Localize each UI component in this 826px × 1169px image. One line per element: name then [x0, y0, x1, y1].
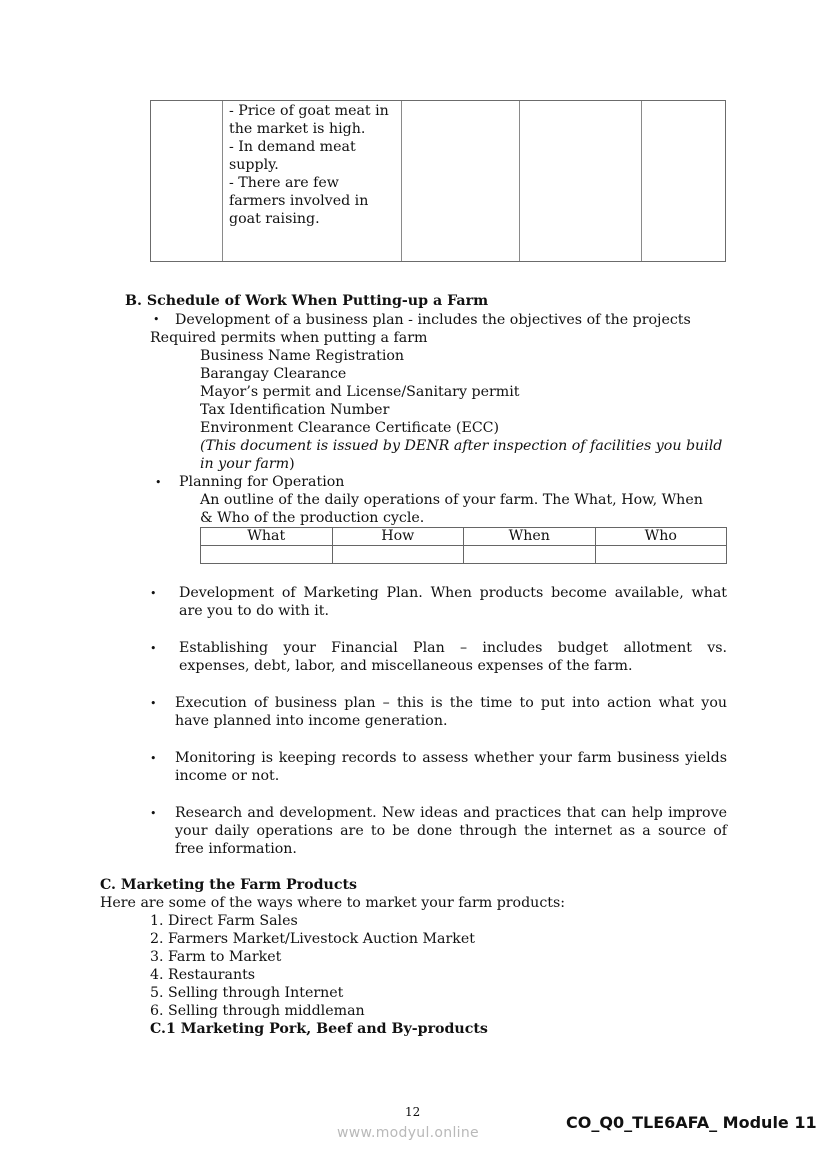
header-when: When — [464, 528, 596, 546]
bullet-line: Establishing your Financial Plan – includes budget allotment vs. — [179, 640, 727, 656]
section-c-heading: C. Marketing the Farm Products — [100, 877, 358, 893]
business-plan-bullet: Development of a business plan - includes the objectives of the projects — [175, 312, 691, 328]
monitoring-bullet — [175, 749, 727, 785]
table-header-row — [201, 528, 727, 546]
planning-desc: An outline of the daily operations of your farm. The What, How, When — [200, 492, 703, 508]
bullet-line: Research and development. New ideas and practices that can help improve — [175, 805, 727, 821]
ecc-note: (This document is issued by DENR after inspection of facilities you build — [200, 438, 723, 454]
table-cell-reasons — [223, 101, 402, 261]
execution-bullet — [175, 694, 727, 730]
bullet-icon: • — [150, 697, 157, 710]
cell-line: supply. — [229, 157, 279, 173]
permit-item: Barangay Clearance — [200, 366, 347, 382]
bullet-line: your daily operations are to be done through the internet as a source of — [175, 823, 727, 839]
market-list-item: 5. Selling through Internet — [150, 985, 344, 1001]
bullet-line: are you to do with it. — [179, 603, 330, 619]
cell-line: goat raising. — [229, 211, 320, 227]
bullet-line: have planned into income generation. — [175, 713, 448, 729]
table-cell-empty — [520, 101, 642, 261]
cell-line: the market is high. — [229, 121, 366, 137]
market-list-item: 2. Farmers Market/Livestock Auction Market — [150, 931, 475, 947]
table-cell — [332, 546, 464, 564]
table-cell-empty — [642, 101, 725, 261]
permit-item: Mayor’s permit and License/Sanitary permit — [200, 384, 520, 400]
ecc-note-text: in your farm — [200, 456, 290, 472]
ecc-note-end — [200, 455, 295, 473]
bullet-line: free information. — [175, 841, 297, 857]
planning-title: Planning for Operation — [179, 474, 345, 490]
table-cell — [595, 546, 727, 564]
table-row — [201, 546, 727, 564]
header-what: What — [201, 528, 333, 546]
cell-line: - There are few — [229, 175, 339, 191]
table-cell-empty — [151, 101, 223, 261]
bullet-icon: • — [150, 807, 157, 820]
permit-item: Tax Identification Number — [200, 402, 390, 418]
permits-intro: Required permits when putting a farm — [150, 330, 428, 346]
table-cell — [201, 546, 333, 564]
bullet-line: expenses, debt, labor, and miscellaneous expenses of the farm. — [179, 658, 633, 674]
market-list-item: 4. Restaurants — [150, 967, 256, 983]
header-how: How — [332, 528, 464, 546]
permit-item: Business Name Registration — [200, 348, 405, 364]
cell-line: - Price of goat meat in — [229, 103, 389, 119]
research-bullet — [175, 804, 727, 858]
table-cell — [464, 546, 596, 564]
financial-plan-bullet — [179, 639, 727, 675]
section-c-intro: Here are some of the ways where to market your farm products: — [100, 895, 566, 911]
permit-item: Environment Clearance Certificate (ECC) — [200, 420, 500, 436]
bullet-icon: • — [155, 476, 162, 489]
module-code: CO_Q0_TLE6AFA_ Module 11 — [566, 1113, 817, 1132]
market-list-item: 6. Selling through middleman — [150, 1003, 365, 1019]
section-c1-subheading: C.1 Marketing Pork, Beef and By-products — [150, 1021, 488, 1037]
bullet-icon: • — [153, 313, 160, 326]
table-cell-empty — [402, 101, 520, 261]
bullet-icon: • — [150, 752, 157, 765]
goat-raising-table — [150, 100, 726, 262]
cell-line: farmers involved in — [229, 193, 369, 209]
bullet-line: income or not. — [175, 768, 280, 784]
market-list-item: 3. Farm to Market — [150, 949, 282, 965]
bullet-line: Monitoring is keeping records to assess whether your farm business yields — [175, 750, 727, 766]
section-b-heading: B. Schedule of Work When Putting-up a Farm — [125, 293, 489, 309]
ecc-note-paren: ) — [289, 456, 295, 472]
watermark: www.modyul.online — [337, 1125, 479, 1141]
page-number: 12 — [405, 1105, 421, 1119]
bullet-icon: • — [150, 642, 157, 655]
marketing-plan-bullet — [179, 584, 727, 620]
operations-table — [200, 527, 727, 564]
cell-line: - In demand meat — [229, 139, 356, 155]
market-list-item: 1. Direct Farm Sales — [150, 913, 298, 929]
bullet-line: Execution of business plan – this is the time to put into action what you — [175, 695, 727, 711]
bullet-line: Development of Marketing Plan. When products become available, what — [179, 585, 727, 601]
bullet-icon: • — [150, 587, 157, 600]
header-who: Who — [595, 528, 727, 546]
planning-desc: & Who of the production cycle. — [200, 510, 425, 526]
